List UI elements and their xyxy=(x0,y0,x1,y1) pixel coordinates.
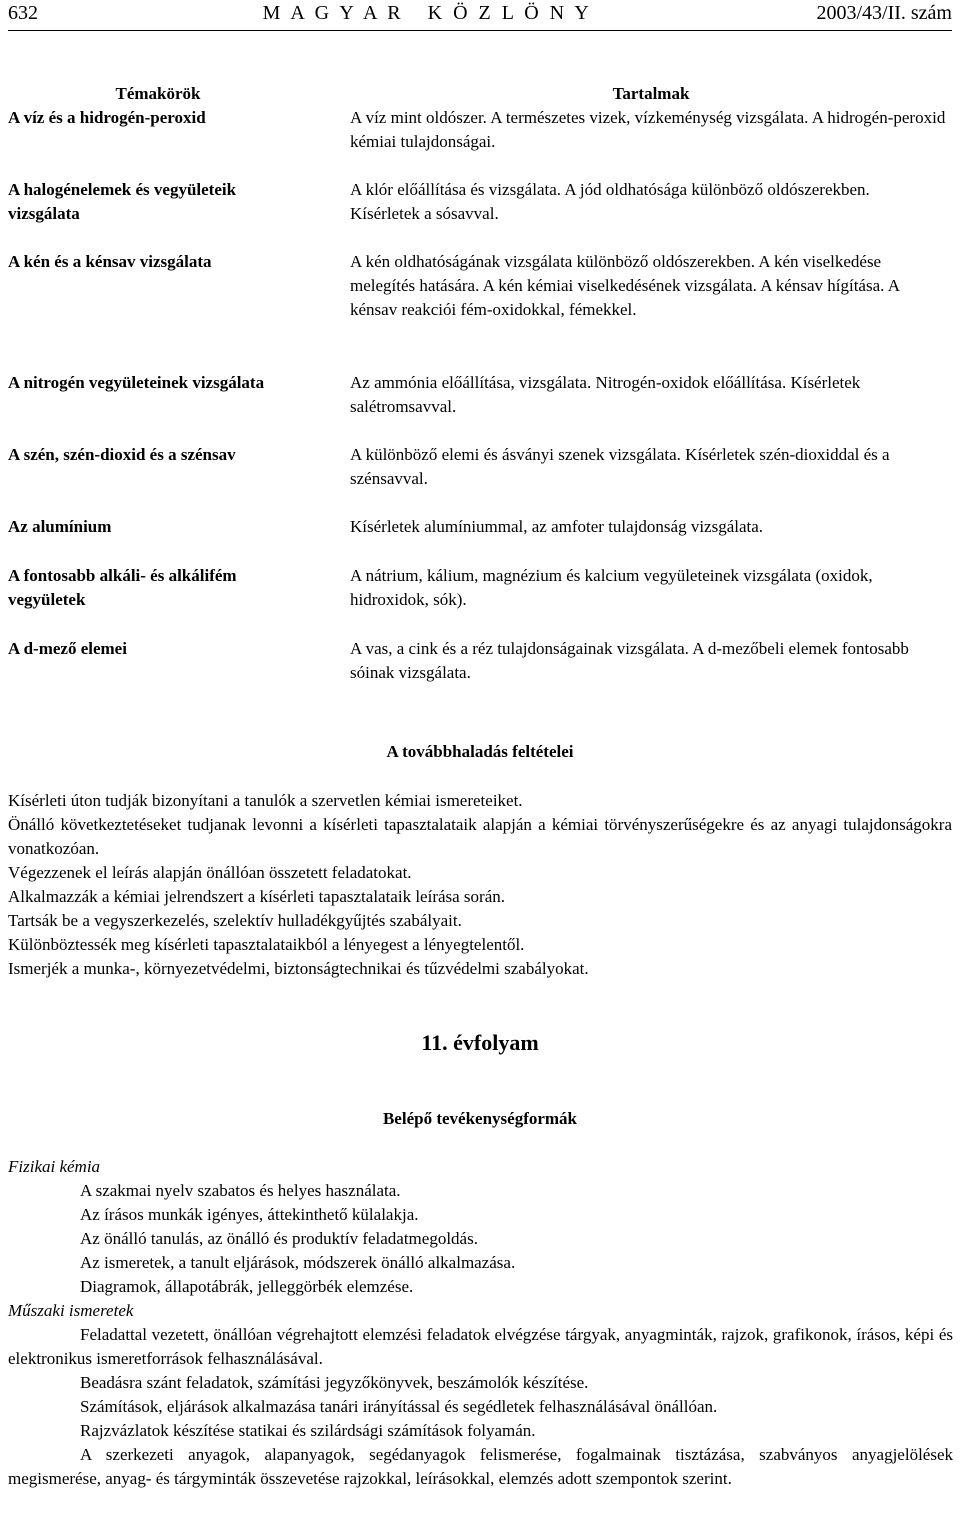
topic-title: A kén és a kénsav vizsgálata xyxy=(8,252,212,271)
group-title-technical-knowledge: Műszaki ismeretek xyxy=(8,1301,134,1320)
topics-column-heading: Témakörök xyxy=(115,84,201,103)
topic-row xyxy=(8,564,952,612)
activity-item: Rajzvázlatok készítése statikai és szilárdsági számítások folyamán. xyxy=(80,1421,536,1440)
topics-table xyxy=(8,82,952,682)
contents-column-heading: Tartalmak xyxy=(612,84,690,103)
condition-item: Ismerjék a munka-, környezetvédelmi, biztonságtechnikai és tűzvédelmi szabályokat. xyxy=(8,959,589,978)
topic-row xyxy=(8,443,952,488)
topic-row xyxy=(8,637,952,682)
topic-content: A nátrium, kálium, magnézium és kalcium vegyületeinek vizsgálata (oxidok, hidroxidok, sók). xyxy=(350,566,873,609)
condition-item: Különböztessék meg kísérleti tapasztalataikból a lényegest a lényegtelentől. xyxy=(8,935,525,954)
condition-item: Végezzenek el leírás alapján önállóan összetett feladatokat. xyxy=(8,863,412,882)
topic-title: A fontosabb alkáli- és alkálifém vegyületek xyxy=(8,566,237,609)
topic-content: A kén oldhatóságának vizsgálata különböző oldószerekben. A kén viselkedése melegítés hatására. A kén kémiai viselkedésének vizsgálata. A kénsav hígítása. A kénsav reakciói fém-oxidokkal, fémekkel. xyxy=(350,252,900,319)
group-title-physical-chemistry: Fizikai kémia xyxy=(8,1157,101,1176)
activity-item: Feladattal vezetett, önállóan végrehajtott elemzési feladatok elvégzése tárgyak, anyagminták, rajzok, grafikonok, írásos, képi és elektronikus ismeretforrások felhasználásával. xyxy=(8,1325,953,1368)
topic-content: A klór előállítása és vizsgálata. A jód oldhatósága különböző oldószerekben. Kísérletek a sósavval. xyxy=(350,180,870,223)
topic-title: A víz és a hidrogén-peroxid xyxy=(8,108,206,127)
topic-content: Az ammónia előállítása, vizsgálata. Nitrogén-oxidok előállítása. Kísérletek salétromsavval. xyxy=(350,373,861,416)
activity-item: A szakmai nyelv szabatos és helyes használata. xyxy=(80,1181,401,1200)
topic-row xyxy=(8,178,952,226)
grade-title: 11. évfolyam xyxy=(421,1030,539,1055)
topic-row xyxy=(8,371,952,416)
progress-conditions-list xyxy=(8,789,952,981)
topic-title: A nitrogén vegyületeinek vizsgálata xyxy=(8,373,265,392)
progress-conditions-title: A továbbhaladás feltételei xyxy=(386,742,574,761)
topic-row xyxy=(8,250,952,319)
activity-item: Számítások, eljárások alkalmazása tanári irányítással és segédletek felhasználásával önállóan. xyxy=(80,1397,718,1416)
activity-item: Az írásos munkák igényes, áttekinthető külalakja. xyxy=(80,1205,419,1224)
topic-title: A halogénelemek és vegyületeik vizsgálata xyxy=(8,180,237,223)
activity-item: Az önálló tanulás, az önálló és produktív feladatmegoldás. xyxy=(80,1229,478,1248)
physical-chemistry-list xyxy=(80,1179,953,1299)
page-number: 632 xyxy=(8,2,38,24)
topic-content: A víz mint oldószer. A természetes vizek, vízkeménység vizsgálata. A hidrogén-peroxid kémiai tulajdonságai. xyxy=(350,108,946,151)
condition-item: Önálló következtetéseket tudjanak levonni a kísérleti tapasztalataik alapján a kémiai törvényszerűségekre és az anyagi tulajdonságokra vonatkozóan. xyxy=(8,815,952,858)
issue-number: 2003/43/II. szám xyxy=(816,2,952,24)
activity-item: A szerkezeti anyagok, alapanyagok, segédanyagok felismerése, fogalmainak tisztázása, szabványos anyagjelölések megismerése, anyag- és tárgyminták összevetése rajzokkal, leírásokkal, elemzés adott szempontok szerint. xyxy=(8,1445,953,1488)
activity-item: Diagramok, állapotábrák, jelleggörbék elemzése. xyxy=(80,1277,414,1296)
publication-title: M A G Y A R K Ö Z L Ö N Y xyxy=(262,2,592,24)
topic-title: Az alumínium xyxy=(8,517,112,536)
page-header xyxy=(8,0,952,26)
topic-content: A különböző elemi és ásványi szenek vizsgálata. Kísérletek szén-dioxiddal és a szénsavval. xyxy=(350,445,890,488)
condition-item: Kísérleti úton tudják bizonyítani a tanulók a szervetlen kémiai ismereteiket. xyxy=(8,791,523,810)
topic-row xyxy=(8,106,952,151)
topic-content: A vas, a cink és a réz tulajdonságainak vizsgálata. A d-mezőbeli elemek fontosabb sóinak vizsgálata. xyxy=(350,639,909,682)
topic-row xyxy=(8,515,952,539)
condition-item: Alkalmazzák a kémiai jelrendszert a kísérleti tapasztalataik leírása során. xyxy=(8,887,506,906)
entry-activities-title: Belépő tevékenységformák xyxy=(382,1109,578,1128)
technical-knowledge-list xyxy=(8,1323,953,1491)
topic-title: A d-mező elemei xyxy=(8,639,127,658)
activity-item: Beadásra szánt feladatok, számítási jegyzőkönyvek, beszámolók készítése. xyxy=(80,1373,589,1392)
header-rule xyxy=(8,30,952,31)
condition-item: Tartsák be a vegyszerkezelés, szelektív hulladékgyűjtés szabályait. xyxy=(8,911,462,930)
topics-table-header xyxy=(8,82,952,106)
topic-content: Kísérletek alumíniummal, az amfoter tulajdonság vizsgálata. xyxy=(350,517,764,536)
activity-item: Az ismeretek, a tanult eljárások, módszerek önálló alkalmazása. xyxy=(80,1253,516,1272)
topic-title: A szén, szén-dioxid és a szénsav xyxy=(8,445,236,464)
